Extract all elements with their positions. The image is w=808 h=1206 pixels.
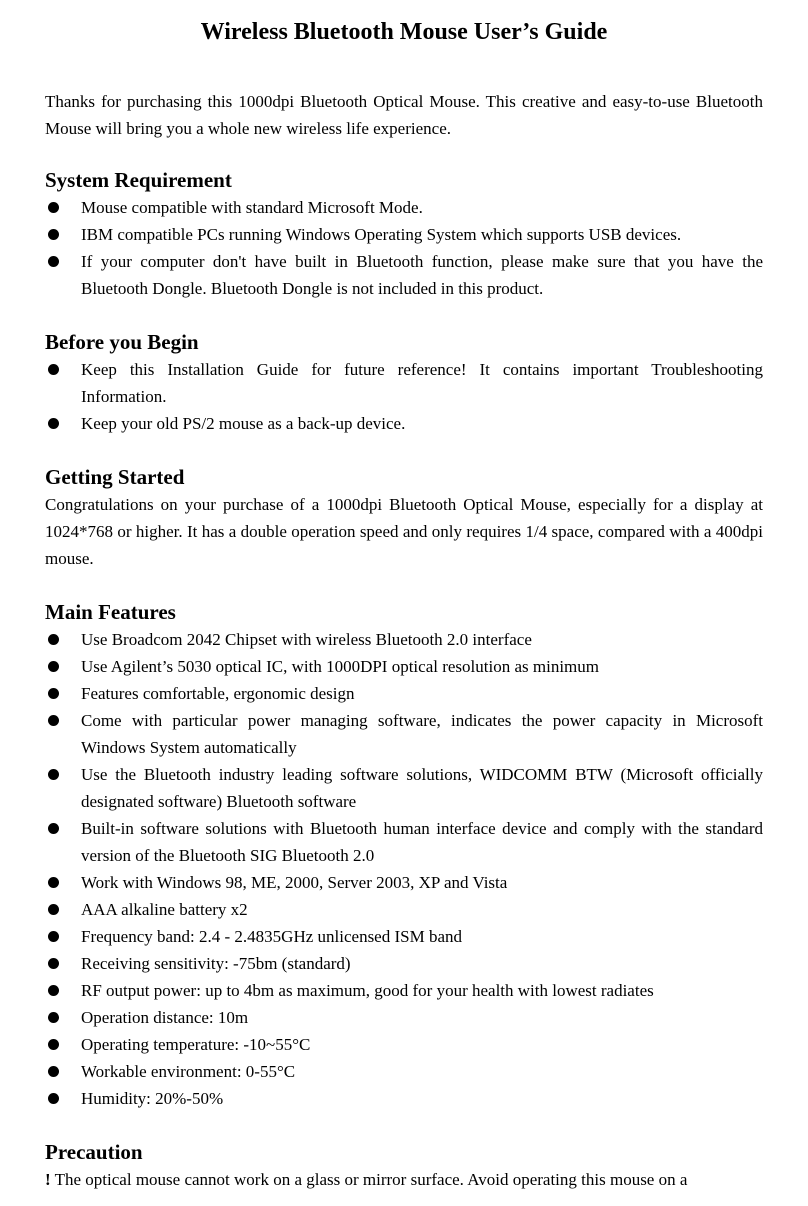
list-item: IBM compatible PCs running Windows Operating System which supports USB devices. [45, 221, 763, 248]
list-item: Keep your old PS/2 mouse as a back-up device. [45, 410, 763, 437]
section-heading-main-features: Main Features [45, 600, 176, 624]
precaution-paragraph: ! The optical mouse cannot work on a glass or mirror surface. Avoid operating this mouse on a [45, 1170, 688, 1189]
list-item: Mouse compatible with standard Microsoft Mode. [45, 194, 763, 221]
list-item: Receiving sensitivity: -75bm (standard) [45, 950, 763, 977]
list-item: Workable environment: 0-55°C [45, 1058, 763, 1085]
list-item: Come with particular power managing software, indicates the power capacity in Microsoft Windows System automatically [45, 707, 763, 761]
bullet-icon [48, 1066, 59, 1077]
section-heading-precaution: Precaution [45, 1140, 143, 1164]
bullet-icon [48, 1012, 59, 1023]
list-item: Operating temperature: -10~55°C [45, 1031, 763, 1058]
bullet-icon [48, 1093, 59, 1104]
getting-started-paragraph: Congratulations on your purchase of a 1000dpi Bluetooth Optical Mouse, especially for a display at 1024*768 or higher. It has a double operation speed and only requires 1/4 space, compared with a 400dpi mouse. [45, 495, 763, 568]
bullet-icon [48, 931, 59, 942]
bullet-icon [48, 985, 59, 996]
section-heading-getting-started: Getting Started [45, 465, 185, 489]
list-item: Humidity: 20%-50% [45, 1085, 763, 1112]
bullet-icon [48, 715, 59, 726]
bullet-icon [48, 688, 59, 699]
main-features-list [45, 626, 763, 1112]
list-item: Frequency band: 2.4 - 2.4835GHz unlicensed ISM band [45, 923, 763, 950]
precaution-section [45, 1139, 763, 1193]
bullet-icon [48, 877, 59, 888]
list-item: Keep this Installation Guide for future reference! It contains important Troubleshooting Information. [45, 356, 763, 410]
list-item: Use Broadcom 2042 Chipset with wireless Bluetooth 2.0 interface [45, 626, 763, 653]
list-item: Operation distance: 10m [45, 1004, 763, 1031]
bullet-icon [48, 256, 59, 267]
list-item: AAA alkaline battery x2 [45, 896, 763, 923]
list-item: Use the Bluetooth industry leading software solutions, WIDCOMM BTW (Microsoft officially designated software) Bluetooth software [45, 761, 763, 815]
list-item: If your computer don't have built in Bluetooth function, please make sure that you have the Bluetooth Dongle. Bluetooth Dongle is not included in this product. [45, 248, 763, 302]
bullet-icon [48, 769, 59, 780]
bullet-icon [48, 904, 59, 915]
bullet-icon [48, 364, 59, 375]
before-you-begin-section [45, 329, 763, 437]
list-item: Features comfortable, ergonomic design [45, 680, 763, 707]
document-title: Wireless Bluetooth Mouse User’s Guide [200, 19, 608, 45]
bullet-icon [48, 634, 59, 645]
bullet-icon [48, 661, 59, 672]
section-heading-system-requirement: System Requirement [45, 168, 232, 192]
bullet-icon [48, 823, 59, 834]
bullet-icon [48, 1039, 59, 1050]
before-you-begin-list [45, 356, 763, 437]
section-heading-before-you-begin: Before you Begin [45, 330, 199, 354]
system-requirement-list [45, 194, 763, 302]
list-item: Use Agilent’s 5030 optical IC, with 1000DPI optical resolution as minimum [45, 653, 763, 680]
system-requirement-section [45, 167, 763, 302]
getting-started-section [45, 464, 763, 572]
bullet-icon [48, 202, 59, 213]
bullet-icon [48, 229, 59, 240]
list-item: Work with Windows 98, ME, 2000, Server 2003, XP and Vista [45, 869, 763, 896]
list-item: RF output power: up to 4bm as maximum, good for your health with lowest radiates [45, 977, 763, 1004]
main-features-section [45, 599, 763, 1112]
bullet-icon [48, 418, 59, 429]
intro-paragraph: Thanks for purchasing this 1000dpi Bluetooth Optical Mouse. This creative and easy-to-use Bluetooth Mouse will bring you a whole new wireless life experience. [45, 92, 763, 138]
warning-mark: ! [45, 1170, 51, 1189]
bullet-icon [48, 958, 59, 969]
list-item: Built-in software solutions with Bluetooth human interface device and comply with the standard version of the Bluetooth SIG Bluetooth 2.0 [45, 815, 763, 869]
